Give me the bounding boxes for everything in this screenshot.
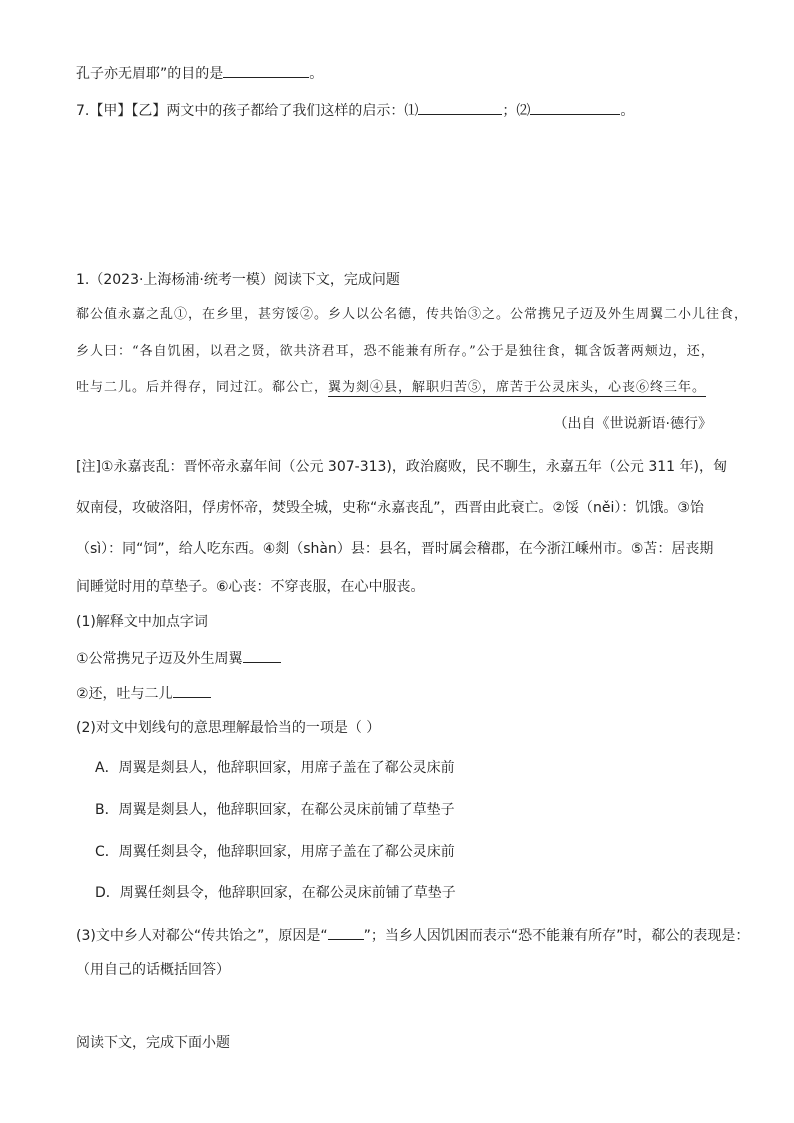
q6-period: 。 — [309, 66, 324, 82]
sub-question-1b-text: ②还，吐与二儿 — [76, 686, 173, 702]
sub-question-1: (1)解释文中加点字词 — [76, 614, 208, 630]
q6-tail-line — [76, 63, 323, 84]
note-line-2: 奴南侵，攻破洛阳，俘虏怀帝，焚毁全城，史称“永嘉丧乱”，西晋由此衰亡。②馁（něi）：饥饿。③饴 — [76, 500, 704, 516]
sub1a-answer-blank[interactable] — [243, 648, 281, 663]
q6-answer-blank[interactable] — [223, 63, 309, 78]
q7-answer-blank-2[interactable] — [530, 100, 620, 115]
next-section-heading: 阅读下文，完成下面小题 — [76, 1035, 230, 1051]
sub-question-2: (2)对文中划线句的意思理解最恰当的一项是（ ） — [76, 720, 381, 736]
sub-question-1b — [76, 683, 211, 704]
passage-line-3 — [76, 378, 706, 398]
q7-answer-blank-1[interactable] — [418, 100, 502, 115]
passage-line-3-plain: 吐与二儿。后并得存，同过江。郗公亡， — [76, 380, 329, 395]
q6-tail-text: 孔子亦无眉耶”的目的是 — [76, 66, 224, 82]
source-citation: （出自《世说新语·德行》 — [553, 416, 712, 432]
sub-question-1a — [76, 648, 281, 669]
q7-mid: ；⑵ — [502, 103, 531, 119]
sub1b-answer-blank[interactable] — [173, 683, 211, 698]
sub-question-3-hint: （用自己的话概括回答） — [76, 962, 230, 978]
sub3-answer-blank[interactable] — [328, 925, 364, 940]
passage-line-1: 郗公值永嘉之乱①，在乡里，甚穷馁②。乡人以公名德，传共饴③之。公常携兄子迈及外生周翼二小儿往食， — [76, 307, 749, 322]
sub-question-3-text-a: (3)文中乡人对郗公“传共饴之”，原因是“ — [76, 928, 328, 944]
option-b[interactable]: B．周翼是剡县人，他辞职回家，在郗公灵床前铺了草垫子 — [95, 802, 455, 818]
sub-question-1a-text: ①公常携兄子迈及外生周翼 — [76, 651, 243, 667]
q1-header: 1.（2023·上海杨浦·统考一模）阅读下文，完成问题 — [76, 272, 400, 288]
option-d[interactable]: D．周翼任剡县令，他辞职回家，在郗公灵床前铺了草垫子 — [95, 885, 456, 901]
note-line-3: （sì）：同“饲”，给人吃东西。④剡（shàn）县：县名，晋时属会稽郡，在今浙江嵊州市。⑤苫：居丧期 — [76, 541, 714, 557]
option-c[interactable]: C．周翼任剡县令，他辞职回家，用席子盖在了郗公灵床前 — [95, 844, 455, 860]
q7-number: 7. — [76, 103, 90, 119]
q7-text: 【甲】【乙】两文中的孩子都给了我们这样的启示：⑴ — [89, 103, 419, 119]
note-line-1: [注]①永嘉丧乱：晋怀帝永嘉年间（公元 307-313)，政治腐败，民不聊生，永嘉五年（公元 311 年)，匈 — [76, 459, 727, 475]
sub-question-3-text-b: ”；当乡人因饥困而表示“恐不能兼有所存”时，郗公的表现是： — [363, 928, 750, 944]
note-line-4: 间睡觉时用的草垫子。⑥心丧：不穿丧服，在心中服丧。 — [76, 579, 425, 595]
q7-period: 。 — [620, 103, 635, 119]
q7-line — [76, 100, 634, 121]
sub-question-3 — [76, 925, 749, 946]
option-a[interactable]: A．周翼是剡县人，他辞职回家，用席子盖在了郗公灵床前 — [95, 760, 455, 776]
underlined-sentence: 翼为剡④县，解职归苦⑤，席苦于公灵床头，心丧⑥终三年。 — [328, 380, 707, 395]
passage-line-2: 乡人曰：“各自饥困，以君之贤，欲共济君耳，恐不能兼有所存。”公于是独往食，辄含饭著两颊边，还， — [76, 344, 715, 359]
